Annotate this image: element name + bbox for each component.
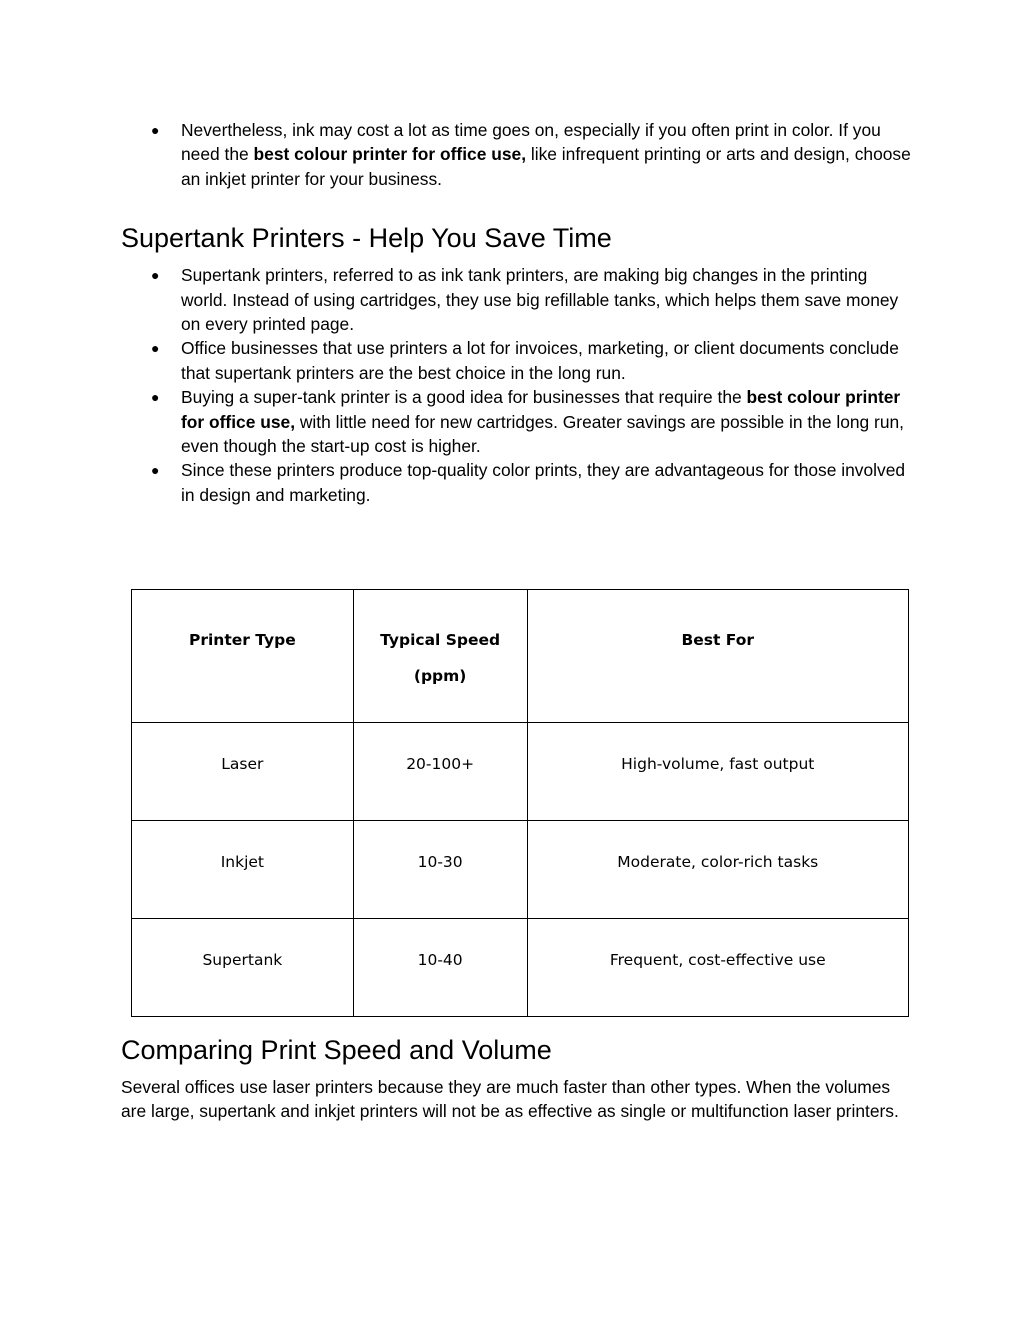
cell-best-for: Frequent, cost-effective use [527,919,908,1017]
bullet-bold-text: best colour printer for office use, [181,387,901,432]
cell-best-for: High-volume, fast output [527,723,908,821]
bullet-bold-text: best colour printer for office use, [253,144,527,165]
bullet-text: Buying a super-tank printer is a good idea for businesses that require the [181,387,747,408]
header-speed-line2: (ppm) [413,667,467,685]
section-heading-supertank: Supertank Printers - Help You Save Time [121,223,612,254]
list-item [121,263,911,336]
cell-printer-type: Supertank [132,919,354,1017]
supertank-bullet-list [121,263,911,507]
bullet-text: like infrequent printing or arts and design, choose an inkjet printer for your business. [181,144,911,189]
bullet-icon: ● [151,462,160,479]
table-header-row [132,590,909,723]
bullet-text: with little need for new cartridges. Greater savings are possible in the long run, even though the start-up cost is higher. [181,411,905,457]
cell-printer-type: Inkjet [132,821,354,919]
cell-speed: 10-40 [353,919,527,1017]
cell-best-for: Moderate, color-rich tasks [527,821,908,919]
list-item [121,385,911,458]
speed-volume-section [121,1033,911,1124]
list-item [121,458,911,507]
header-best-for: Best For [527,590,908,723]
bullet-icon: ● [151,389,160,406]
table-row [132,919,909,1017]
header-typical-speed [353,590,527,723]
intro-bullet-list [121,118,911,191]
bullet-icon: ● [151,267,160,284]
bullet-icon: ● [151,340,160,357]
cell-speed: 10-30 [353,821,527,919]
bullet-text: Nevertheless, ink may cost a lot as time goes on, especially if you often print in color. If you need the [181,120,881,165]
bullet-text: Since these printers produce top-quality color prints, they are advantageous for those involved in design and marketing. [181,460,906,505]
table-row [132,723,909,821]
cell-speed: 20-100+ [353,723,527,821]
list-item [121,336,911,385]
header-speed-line1: Typical Speed [380,631,501,649]
section-paragraph: Several offices use laser printers because they are much faster than other types. When the volumes are large, supertank and inkjet printers will not be as effective as single or multifunction laser printers. [121,1077,899,1122]
bullet-text: Office businesses that use printers a lot for invoices, marketing, or client documents conclude that supertank printers are the best choice in the long run. [181,338,899,383]
cell-printer-type: Laser [132,723,354,821]
bullet-icon: ● [151,122,160,138]
table-row [132,821,909,919]
header-printer-type: Printer Type [132,590,354,723]
list-item [121,118,911,191]
section-heading-speed-volume: Comparing Print Speed and Volume [121,1035,552,1065]
printer-comparison-table [131,589,909,1017]
bullet-text: Supertank printers, referred to as ink tank printers, are making big changes in the printing world. Instead of using cartridges, they use big refillable tanks, which helps them save money on every printed page. [181,265,899,335]
document-page [121,118,911,507]
